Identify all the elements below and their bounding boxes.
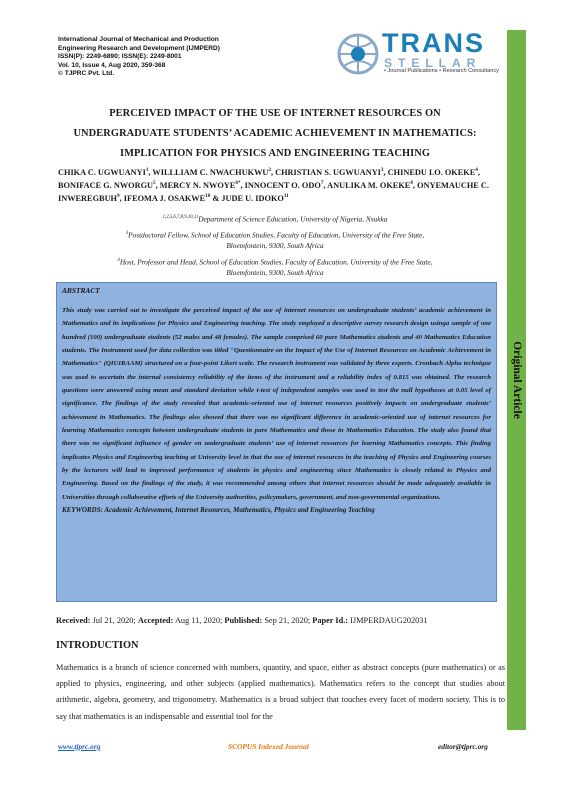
journal-info-line: International Journal of Mechanical and Production bbox=[58, 36, 219, 43]
affiliation-text: Bloemfontein, 9300, South Africa bbox=[226, 267, 324, 277]
author-name: INNOCENT O. ODO bbox=[244, 180, 321, 190]
accepted-label: Accepted: bbox=[137, 616, 174, 625]
received-label: Received: bbox=[56, 616, 91, 625]
abstract-box bbox=[56, 282, 497, 602]
journal-info-line: ISSN(P): 2249-6890; ISSN(E): 2249-8001 bbox=[58, 53, 182, 61]
author-sup: 4 bbox=[475, 167, 478, 173]
logo-wordmark: TRANS bbox=[382, 28, 485, 58]
paper-id: IJMPERDAUG202031 bbox=[350, 616, 428, 625]
affiliation-text: Postdoctoral Fellow, School of Education Studies, Faculty of Education, University of the Free State, bbox=[128, 230, 425, 240]
author-name: CHINEDU I.O. OKEKE bbox=[387, 167, 476, 177]
journal-info bbox=[58, 36, 318, 79]
author-sup: 10 bbox=[205, 193, 211, 200]
abstract-heading: ABSTRACT bbox=[62, 286, 100, 295]
author-sup: 5 bbox=[153, 180, 156, 187]
author-sup: 6* bbox=[235, 180, 241, 187]
author-name: CHIKA C. UGWUANYI bbox=[58, 167, 146, 177]
author-name: BONIFACE G. NWORGU bbox=[58, 180, 154, 190]
journal-info-line: Engineering Research and Development (IJMPERD) bbox=[58, 44, 220, 52]
author-sup: 8 bbox=[410, 180, 413, 187]
introduction-heading: INTRODUCTION bbox=[56, 640, 139, 651]
journal-info-line: Vol. 10, Issue 4, Aug 2020, 359-368 bbox=[58, 61, 166, 69]
index-badge: SCOPUS Indexed Journal bbox=[228, 742, 309, 751]
author-sup: 11 bbox=[283, 193, 289, 200]
author-sup: 2 bbox=[268, 167, 271, 173]
affiliation-3 bbox=[60, 256, 490, 278]
author-name: JUDE U. IDOKO bbox=[221, 193, 284, 203]
published-date: Sep 21, 2020; bbox=[264, 616, 311, 625]
affiliation-sup: 4 bbox=[117, 258, 120, 263]
author-sup: 9 bbox=[117, 193, 120, 200]
author-list: CHIKA C. UGWUANYI$^1$, WILLLIAM C. NWACHUKWU$^2$, CHRISTIAN S. UGWUANYI$^3$, CHINEDU I.O. OKEKE$^4$, BONIFACE G. NWORGU$^5$, MERCY N. $NWOYE^{6*}$, INNOCENT O. ODO$^7$, ANULIKA M. OKEKE$^8$, ONYEMAUCHE C. INWEREGBUH$^9$, IFEOMA J. OSAKWE$^{10}$ & JUDE U. IDOKO$^{11}$ bbox=[58, 167, 489, 203]
article-type-text: Original Article bbox=[510, 341, 523, 419]
publication-dates bbox=[56, 615, 506, 626]
affiliation-sup: 3 bbox=[125, 231, 129, 236]
author-name: CHRISTIAN S. UGWUANYI bbox=[275, 167, 381, 177]
affiliation-text: Bloemfontein, 9300, South Africa bbox=[226, 240, 324, 250]
affiliation-sup: 1,2,5,6,7,8,9,10,11 bbox=[162, 215, 199, 220]
received-date: Jul 21, 2020; bbox=[92, 616, 136, 625]
title-line: UNDERGRADUATE STUDENTS’ ACADEMIC ACHIEVEMENT IN MATHEMATICS: bbox=[73, 128, 477, 139]
author-name: MERCY N. NWOYE bbox=[159, 180, 236, 190]
introduction-body: Mathematics is a branch of science concerned with numbers, quantity, and space, either as abstract concepts (pure mathematics) or as applied to physics, engineering, and other subjects (applied mathematics). Mathematics refers to the concept that studies about arithmetic, algebra, geometry, and trigonometry. Mathematics is a broad subject that touches every facet of modern society. This is to say that mathematics is an indispensable and essential tool for the bbox=[56, 663, 505, 721]
published-label: Published: bbox=[224, 616, 263, 625]
email-link[interactable]: editor@tjprc.org bbox=[438, 742, 488, 751]
author-sup: 3 bbox=[380, 167, 384, 173]
keywords-text: Academic Achievement, Internet Resources, Mathematics, Physics and Engineering Teaching bbox=[104, 506, 375, 515]
author-sup: 7 bbox=[320, 180, 324, 187]
article-type-label bbox=[507, 300, 526, 460]
abstract-keywords bbox=[62, 505, 491, 516]
logo-subword: STELLAR bbox=[384, 56, 482, 70]
abstract-body: This study was carried out to investigate the perceived impact of the use of internet resources on undergraduate students’ academic achievement in Mathematics and its implications for Physics and Engineering teaching. The study employed a descriptive survey research design usinga sample of one hundred (100) undergraduate students (52 males and 48 females). The sample comprised 60 pure Mathematics students and 40 Mathematics Education students. The Instrument used for data collection was titled "Questionnaire on the Impact of the Use of Internet Resources on Academic Achievement in Mathematics" (QIUIRAAM) structured on a four-point Likert scale. The research instrument was validated by three experts. Cronbach Alpha technique was used to ascertain the internal consistency reliability of the items of the instrument and a reliability index of 0.815 was obtained. The research questions were answered using mean and standard deviation while t-test of independent samples was used to test the null hypotheses at 0.05 level of significance. The findings of the study revealed that academic-oriented use of internet resources positively impacts on undergraduate students’ achievement in Mathematics. The findings also showed that there was no significant difference in academic-oriented use of internet resources for learning Mathematics concepts between undergraduate students in pure Mathematics and those in Mathematics Education. The study also found that there was no significant influence of gender on undergraduate students’ use of internet resources for learning Mathematics concepts. This finding implicates Physics and Engineering teaching at University level in that the use of internet resources in the teaching of Physics and Engineering courses by the lecturers will lead to improved performance of students in physics and engineering since Mathematics is closely related to Physics and Engineering. Based on the findings of the study, it was recommended among others that internet resources should be made adequately available in Universities through collaborative efforts of the University authorities, policymakers, government, and non-governmental organizations. bbox=[62, 307, 491, 501]
author-name: IFEOMA J. OSAKWE bbox=[123, 193, 206, 203]
author-name: ONYEMAUCHE C. INWEREGBUH bbox=[58, 180, 489, 203]
logo-tagline: • Journal Publications • Research Consultancy bbox=[384, 68, 499, 74]
journal-info-line: © TJPRC Pvt. Ltd. bbox=[58, 70, 115, 78]
paper-title bbox=[52, 104, 498, 164]
author-name: ANULIKA M. OKEKE bbox=[327, 180, 411, 190]
affiliation-2 bbox=[60, 229, 490, 251]
globe-icon bbox=[336, 32, 380, 76]
affiliation-text: Department of Science Education, University of Nigeria, Nsukka bbox=[198, 214, 388, 224]
title-line: PERCEIVED IMPACT OF THE USE OF INTERNET RESOURCES ON bbox=[109, 108, 441, 119]
title-line: IMPLICATION FOR PHYSICS AND ENGINEERING TEACHING bbox=[119, 148, 431, 159]
website-link[interactable]: www.tjprc.org bbox=[58, 742, 101, 751]
affiliation-text: Host, Professor and Head, School of Education Studies, Faculty of Education, University of the Free State, bbox=[119, 257, 433, 267]
author-sup: 1 bbox=[145, 167, 149, 173]
author-name: WILLLIAM C. NWACHUKWU bbox=[152, 167, 269, 177]
keywords-label: KEYWORDS: bbox=[62, 506, 103, 515]
accepted-date: Aug 11, 2020; bbox=[174, 616, 223, 625]
affiliation-1 bbox=[60, 213, 490, 225]
paper-id-label: Paper Id.: bbox=[312, 616, 349, 625]
publisher-logo bbox=[336, 30, 501, 82]
